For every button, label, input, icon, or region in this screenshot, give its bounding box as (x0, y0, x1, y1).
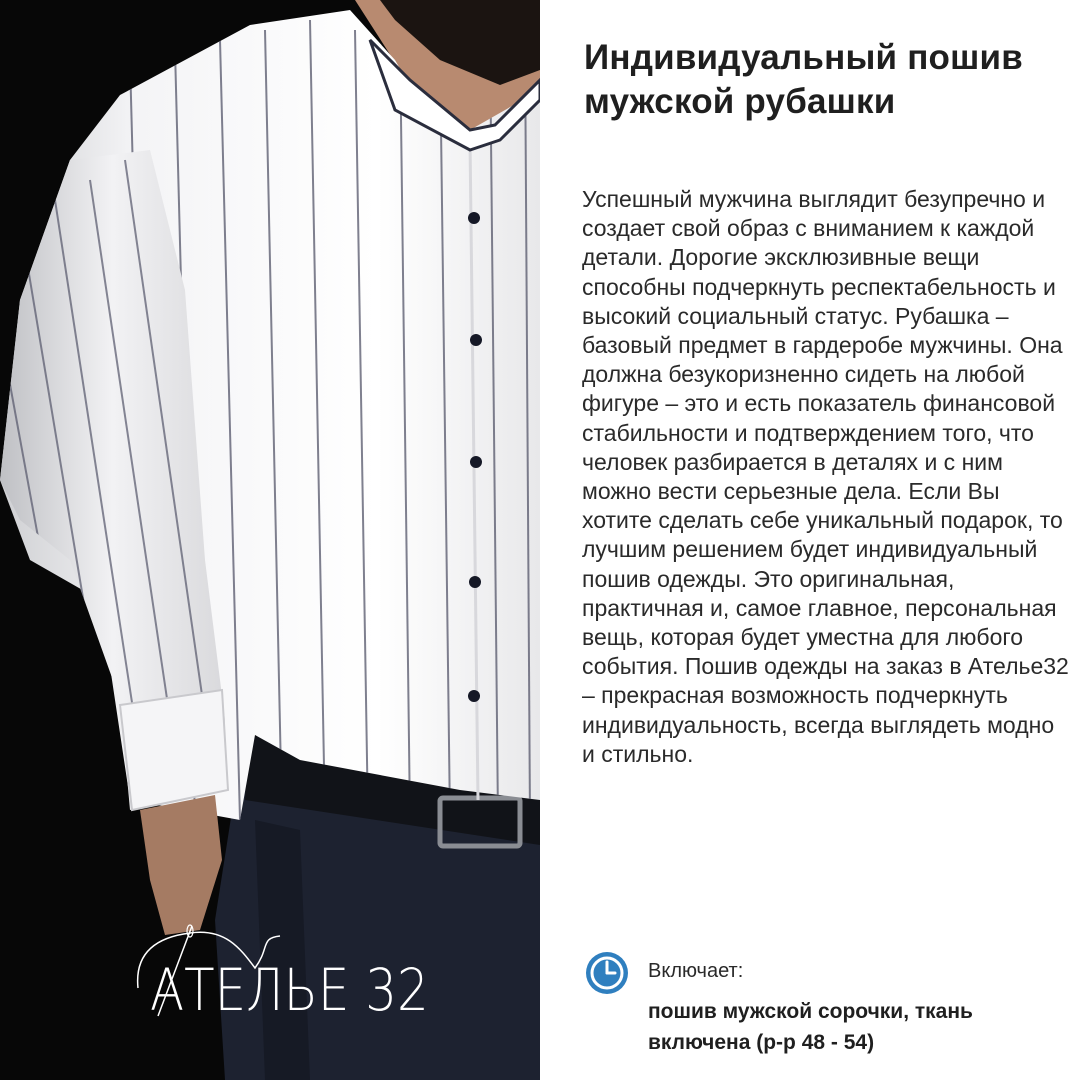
logo-text: АТЕЛЬЕ 32 (150, 956, 429, 1024)
clock-icon (584, 950, 630, 996)
atelier32-logo (130, 918, 429, 1028)
article-panel (540, 0, 1080, 1080)
article-body: Успешный мужчина выглядит безупречно и создает свой образ с вниманием к каждой детали. Дорогие эксклюзивные вещи способны подчеркнуть респектабельность и высокий социальный статус. Рубашка – базовый предмет в гардеробе мужчины. Она должна безукоризненно сидеть на любой фигуре – это и есть показатель финансовой стабильности и подтверждением того, что человек разбирается в деталях и с ним можно вести серьезные дела. Если Вы хотите сделать себе уникальный подарок, то лучшим решением будет индивидуальный пошив одежды. Это оригинальная, практичная и, самое главное, персональная вещь, которая будет уместна для любого события. Пошив одежды на заказ в Ателье32 – прекрасная возможность подчеркнуть индивидуальность, всегда выглядеть модно и стильно. (582, 186, 1069, 767)
includes-detail: пошив мужской сорочки, ткань включена (р-р 48 - 54) (648, 1000, 973, 1054)
includes-label: Включает: (648, 960, 744, 982)
includes-section (584, 950, 1064, 1060)
page-title: Индивидуальный пошив мужской рубашки (584, 38, 1023, 121)
